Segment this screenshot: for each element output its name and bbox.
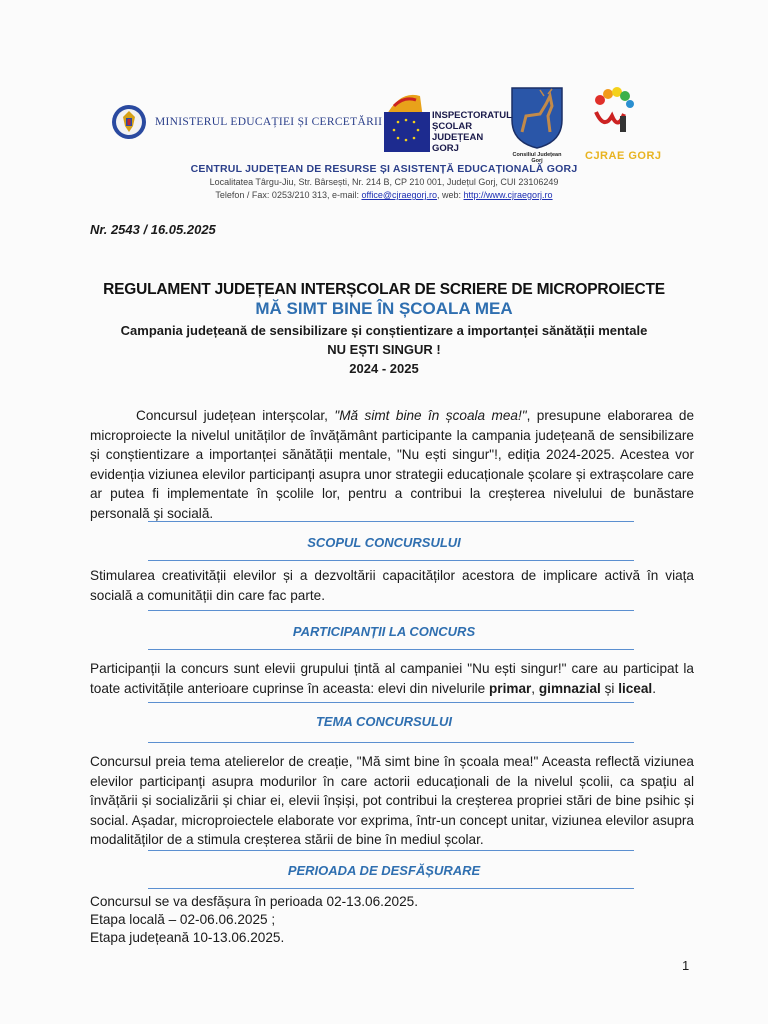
participants-text: Participanții la concurs sunt elevii grupului țintă al campaniei "Nu ești singur!" care au participat la toate activitățile anterioare cuprinse în aceasta: elevi din nivelurile <box>90 661 694 696</box>
regulation-title: REGULAMENT JUDEȚEAN INTERȘCOLAR DE SCRIERE DE MICROPROIECTE <box>103 281 665 298</box>
intro-text-b: , presupune elaborarea de microproiecte la nivelul unităților de învățământ participante la campania județeană de sensibilizare și conștientizare a importanței sănătății mentale, "Nu ești singur"!, ediția 2024-2025. Acestea vor evidenția viziunea elevilor participanți asupra unor strategii educaționale școlare și extrașcolare care ar putea fi implementate în școlile lor, pentru a contribui la creșterea nivelului de bunăstare personală și socială. <box>90 408 694 521</box>
period-line: Etapa locală – 02-06.06.2025 ; <box>90 912 276 927</box>
level-primary: primar <box>488 680 532 696</box>
isj-book-logo-icon <box>380 86 432 156</box>
campaign-subtitle: Campania județeană de sensibilizare și conștientizare a importanței sănătății mentale <box>120 323 648 338</box>
campaign-name: NU EȘTI SINGUR ! <box>327 342 441 357</box>
period-mark: . <box>652 680 656 696</box>
level-middle: gimnazial <box>538 680 601 696</box>
theme-paragraph: Concursul preia tema atelierelor de creație, "Mă simt bine în școala mea!" Aceasta reflectă viziunea elevilor participanți asupra modurilor în care actorii educaționali de la nivelul școlii, ca spațiu al învățării și socializării și chiar ei, elevii înșiși, pot contribui la creșterea propriei stări de bine psihic și social. Așadar, microproiectele elaborate vor exprima, într-un concept unitar, viziunea elevilor asupra modalităților de a stimula creșterea stării de bine în mediul școlar. <box>90 754 694 847</box>
email-link[interactable]: office@cjraegorj.ro <box>361 190 438 200</box>
cjrae-logo-label: CJRAE GORJ <box>585 150 662 162</box>
contact-prefix: Telefon / Fax: 0253/210 313, e-mail: <box>215 190 362 200</box>
period-line: Etapa județeană 10-13.06.2025. <box>90 930 285 945</box>
intro-paragraph <box>90 406 694 523</box>
participants-heading: PARTICIPANȚII LA CONCURS <box>292 624 476 639</box>
ministry-name: MINISTERUL EDUCAȚIEI ȘI CERCETĂRII <box>155 116 383 128</box>
cjrae-logo-icon <box>590 86 636 148</box>
separator: și <box>600 680 619 696</box>
county-council-label: Consiliul Județean Gorj <box>512 152 562 164</box>
divider <box>148 888 634 889</box>
cjrae-title: CENTRUL JUDEȚEAN DE RESURSE ȘI ASISTENȚĂ EDUCAȚIONALĂ GORJ <box>190 163 578 175</box>
divider <box>148 610 634 611</box>
divider <box>148 560 634 561</box>
isj-line: INSPECTORATUL <box>432 110 512 121</box>
divider <box>148 850 634 851</box>
isj-line: GORJ <box>432 143 459 154</box>
contest-name: MĂ SIMT BINE ÎN ȘCOALA MEA <box>255 299 513 318</box>
ministry-logo-block <box>111 104 401 144</box>
separator: , <box>531 680 539 696</box>
level-high: liceal <box>618 680 653 696</box>
contact-line <box>0 190 768 200</box>
isj-line: JUDEȚEAN <box>432 132 484 143</box>
isj-line: ȘCOLAR <box>432 121 473 132</box>
page-number: 1 <box>682 958 690 973</box>
document-number: Nr. 2543 / 16.05.2025 <box>90 222 216 237</box>
participants-paragraph <box>90 659 694 698</box>
county-council-crest-icon <box>510 86 564 150</box>
web-prefix: , web: <box>437 190 464 200</box>
scope-paragraph: Stimularea creativității elevilor și a dezvoltării capacităților acestora de implicare activă în viața socială a comunității din care fac parte. <box>90 568 694 603</box>
period-line: Concursul se va desfășura în perioada 02-13.06.2025. <box>90 894 418 909</box>
isj-name <box>432 110 512 154</box>
divider <box>148 702 634 703</box>
intro-text-a: Concursul județean interșcolar, <box>136 408 335 423</box>
edition-years: 2024 - 2025 <box>349 361 419 376</box>
web-link[interactable]: http://www.cjraegorj.ro <box>463 190 553 200</box>
romania-coat-of-arms-icon <box>111 104 147 140</box>
period-heading: PERIOADA DE DESFĂȘURARE <box>287 863 481 878</box>
scope-heading: SCOPUL CONCURSULUI <box>307 535 461 550</box>
divider <box>148 742 634 743</box>
intro-quote: "Mă simt bine în școala mea!" <box>334 408 527 423</box>
address-line: Localitatea Târgu-Jiu, Str. Bârsești, Nr. 214 B, CP 210 001, Județul Gorj, CUI 23106249 <box>209 177 559 187</box>
theme-heading: TEMA CONCURSULUI <box>315 714 452 729</box>
divider <box>148 521 634 522</box>
divider <box>148 649 634 650</box>
